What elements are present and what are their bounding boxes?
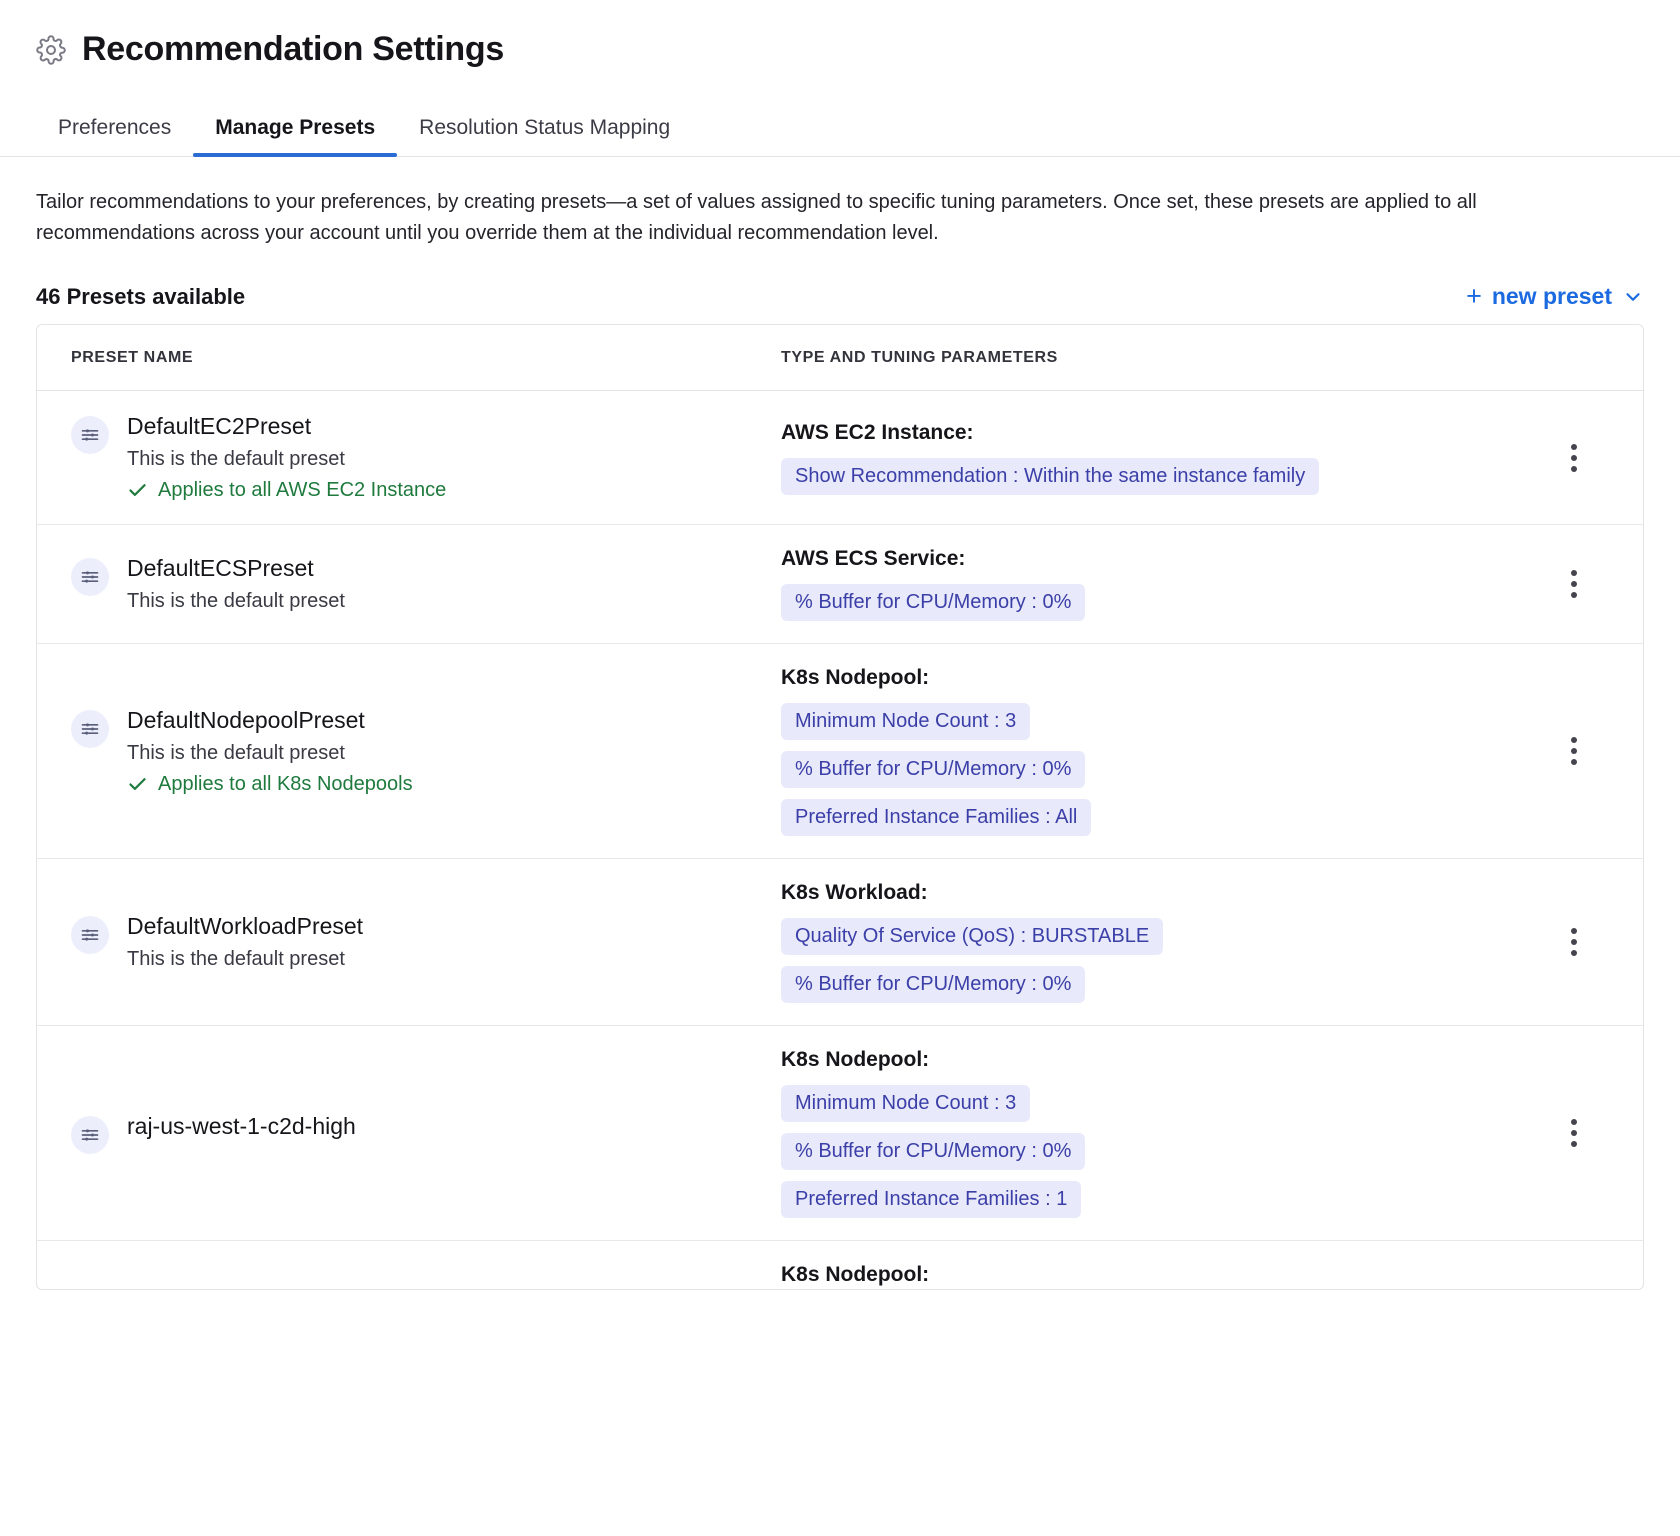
tuning-parameter-chip: Preferred Instance Families : 1 — [781, 1181, 1081, 1218]
tuning-parameters-cell — [781, 1263, 1539, 1289]
table-header-row — [37, 325, 1643, 391]
tuning-parameter-chip: Minimum Node Count : 3 — [781, 703, 1030, 740]
table-row — [37, 644, 1643, 859]
preset-name: DefaultNodepoolPreset — [127, 706, 365, 733]
preset-name-block — [127, 1113, 356, 1140]
page-header — [0, 0, 1680, 95]
resource-type-label: K8s Nodepool: — [781, 666, 930, 689]
row-actions-cell — [1539, 731, 1609, 771]
preset-name-cell — [71, 707, 781, 796]
settings-tabs — [0, 95, 1680, 157]
row-menu-button[interactable] — [1565, 438, 1583, 478]
preset-name: DefaultECSPreset — [127, 555, 314, 581]
new-preset-label: new preset — [1491, 283, 1612, 309]
sliders-icon — [71, 416, 109, 454]
preset-subtitle: This is the default preset — [127, 948, 345, 970]
tab-resolution-status-mapping[interactable]: Resolution Status Mapping — [419, 116, 671, 139]
resource-type-label: K8s Workload: — [781, 881, 928, 904]
presets-table — [36, 324, 1644, 1290]
tuning-parameter-chip: Minimum Node Count : 3 — [781, 1085, 1030, 1122]
table-row — [37, 1026, 1643, 1241]
preset-name-block — [127, 913, 363, 971]
table-row — [37, 1241, 1643, 1289]
preset-subtitle: This is the default preset — [127, 590, 345, 612]
column-header-preset-name: PRESET NAME — [71, 348, 194, 366]
tuning-parameters-cell — [781, 421, 1539, 495]
check-icon — [127, 774, 148, 795]
resource-type-label: K8s Nodepool: — [781, 1263, 930, 1286]
gear-icon — [36, 35, 66, 65]
preset-name-block — [127, 413, 446, 502]
preset-name-cell — [71, 555, 781, 613]
row-menu-button[interactable] — [1565, 564, 1583, 604]
sliders-icon — [71, 558, 109, 596]
sliders-icon — [71, 916, 109, 954]
tuning-parameter-chip: % Buffer for CPU/Memory : 0% — [781, 751, 1085, 788]
plus-icon: + — [1466, 281, 1482, 311]
applies-to-text: Applies to all AWS EC2 Instance — [158, 479, 447, 501]
preset-name-cell — [71, 913, 781, 971]
applies-to-text: Applies to all K8s Nodepools — [158, 772, 413, 795]
check-icon — [127, 480, 148, 501]
new-preset-button[interactable] — [1466, 283, 1644, 310]
table-row — [37, 859, 1643, 1026]
tuning-parameters-cell — [781, 881, 1539, 1003]
preset-name: DefaultEC2Preset — [127, 413, 312, 439]
tuning-parameters-cell — [781, 666, 1539, 836]
preset-name: raj-us-west-1-c2d-high — [127, 1112, 356, 1139]
resource-type-label: AWS EC2 Instance: — [781, 420, 974, 444]
row-actions-cell — [1539, 438, 1609, 478]
sliders-icon — [71, 710, 109, 748]
page-description: Tailor recommendations to your preferences, by creating presets—a set of values assigned to specific tuning parameters. Once set, these presets are applied to all recommendations across your account until you override them at the individual recommendation level. — [36, 191, 1477, 244]
preset-name: DefaultWorkloadPreset — [127, 913, 364, 939]
tuning-parameters-cell — [781, 547, 1539, 621]
table-row — [37, 391, 1643, 525]
preset-subtitle: This is the default preset — [127, 741, 345, 764]
tab-manage-presets[interactable]: Manage Presets — [193, 116, 397, 156]
applies-to-label — [127, 479, 446, 502]
tuning-parameter-chip: % Buffer for CPU/Memory : 0% — [781, 966, 1085, 1003]
presets-toolbar — [0, 249, 1680, 324]
tuning-parameter-chip: % Buffer for CPU/Memory : 0% — [781, 584, 1085, 621]
tuning-parameter-chip: Quality Of Service (QoS) : BURSTABLE — [781, 918, 1163, 955]
preset-name-cell — [71, 413, 781, 502]
applies-to-label — [127, 773, 413, 796]
row-menu-button[interactable] — [1565, 731, 1583, 771]
sliders-icon — [71, 1116, 109, 1154]
table-row — [37, 525, 1643, 644]
row-menu-button[interactable] — [1565, 922, 1583, 962]
preset-name-cell — [71, 1113, 781, 1154]
preset-name-block — [127, 707, 413, 796]
row-menu-button[interactable] — [1565, 1113, 1583, 1153]
tab-preferences[interactable]: Preferences — [58, 116, 172, 139]
row-actions-cell — [1539, 1113, 1609, 1153]
column-header-type-and-tuning-parameters: TYPE AND TUNING PARAMETERS — [781, 348, 1058, 366]
resource-type-label: K8s Nodepool: — [781, 1048, 930, 1071]
resource-type-label: AWS ECS Service: — [781, 547, 966, 570]
chevron-down-icon — [1622, 286, 1644, 308]
preset-name-block — [127, 555, 345, 613]
tuning-parameters-cell — [781, 1048, 1539, 1218]
row-actions-cell — [1539, 922, 1609, 962]
page-title: Recommendation Settings — [82, 30, 504, 68]
tuning-parameter-chip: % Buffer for CPU/Memory : 0% — [781, 1133, 1085, 1170]
tuning-parameter-chip: Show Recommendation : Within the same instance family — [781, 458, 1319, 495]
tuning-parameter-chip: Preferred Instance Families : All — [781, 799, 1091, 836]
row-actions-cell — [1539, 564, 1609, 604]
preset-subtitle: This is the default preset — [127, 448, 345, 470]
presets-count-label: 46 Presets available — [36, 283, 246, 309]
